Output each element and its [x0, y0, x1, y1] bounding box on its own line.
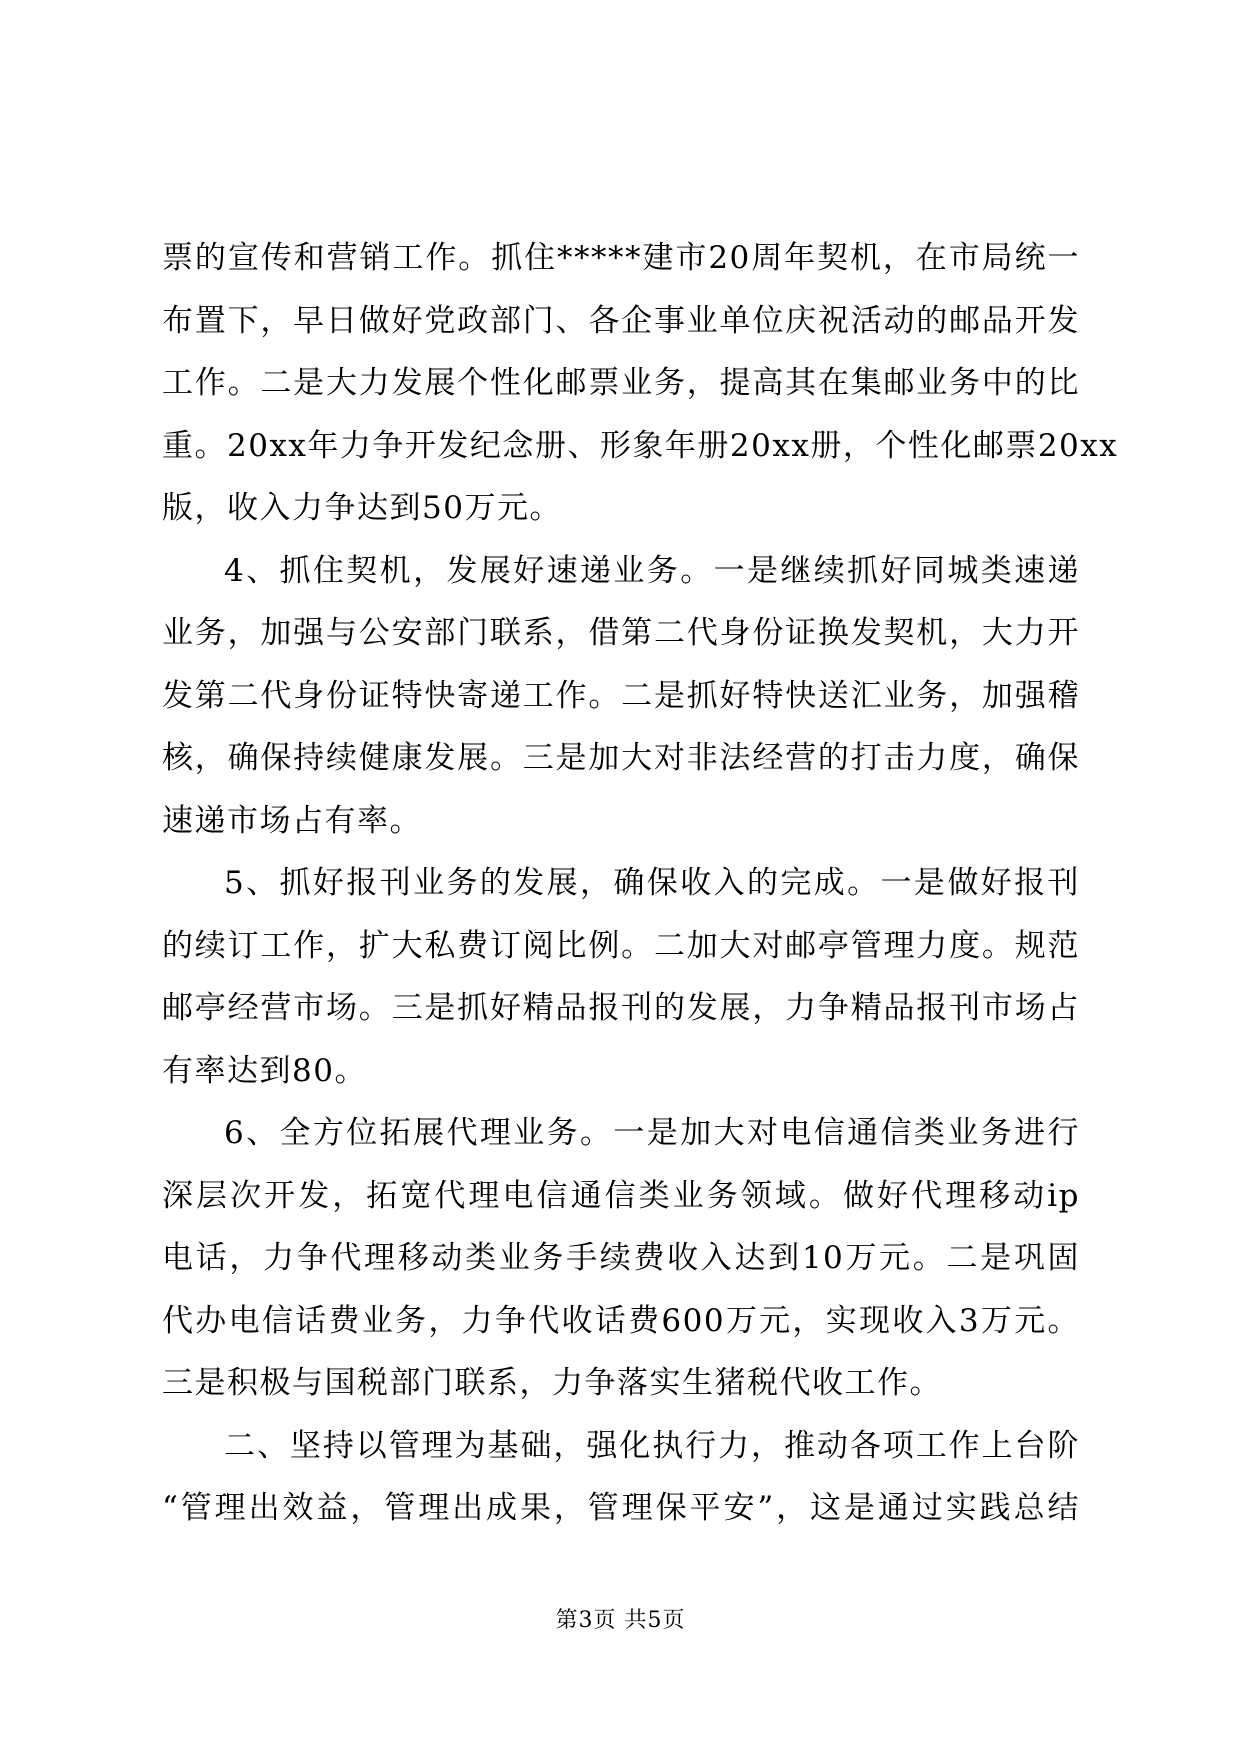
text-line: 票的宣传和营销工作。抓住*****建市20周年契机，在市局统一	[162, 240, 1080, 276]
page-footer: 第3页 共5页	[555, 1608, 686, 1633]
text-line: 邮亭经营市场。三是抓好精品报刊的发展，力争精品报刊市场占	[162, 990, 1080, 1026]
text-line: 重。20xx年力争开发纪念册、形象年册20xx册，个性化邮票20xx	[162, 427, 1119, 464]
text-line: 速递市场占有率。	[162, 802, 422, 839]
text-line: 核，确保持续健康发展。三是加大对非法经营的打击力度，确保	[162, 740, 1080, 776]
text-line: 布置下，早日做好党政部门、各企事业单位庆祝活动的邮品开发	[162, 302, 1080, 339]
text-line: 5、抓好报刊业务的发展，确保收入的完成。一是做好报刊	[224, 865, 1080, 901]
text-line: 工作。二是大力发展个性化邮票业务，提高其在集邮业务中的比	[162, 365, 1080, 401]
text-line: 有率达到80。	[162, 1052, 367, 1089]
text-line: 电话，力争代理移动类业务手续费收入达到10万元。二是巩固	[162, 1240, 1080, 1276]
document-body	[162, 227, 1119, 1540]
text-line: 6、全方位拓展代理业务。一是加大对电信通信类业务进行	[224, 1115, 1080, 1151]
text-line: 的续订工作，扩大私费订阅比例。二加大对邮亭管理力度。规范	[162, 927, 1080, 964]
paragraph	[162, 1477, 1080, 1540]
text-line: “管理出效益，管理出成果，管理保平安”，这是通过实践总结	[162, 1490, 1080, 1526]
paragraph	[162, 1415, 1080, 1478]
paragraph	[162, 852, 1080, 1102]
text-line: 版，收入力争达到50万元。	[162, 490, 562, 526]
text-line: 三是积极与国税部门联系，力争落实生猪税代收工作。	[162, 1365, 942, 1401]
paragraph	[162, 1102, 1080, 1415]
paragraph	[162, 227, 1119, 540]
paragraph	[162, 540, 1080, 853]
text-line: 发第二代身份证特快寄递工作。二是抓好特快送汇业务，加强稽	[162, 677, 1080, 714]
text-line: 业务，加强与公安部门联系，借第二代身份证换发契机，大力开	[162, 615, 1080, 651]
text-line: 二、坚持以管理为基础，强化执行力，推动各项工作上台阶	[224, 1427, 1080, 1464]
text-line: 代办电信话费业务，力争代收话费600万元，实现收入3万元。	[162, 1302, 1080, 1339]
text-line: 4、抓住契机，发展好速递业务。一是继续抓好同城类速递	[224, 552, 1080, 589]
text-line: 深层次开发，拓宽代理电信通信类业务领域。做好代理移动ip	[162, 1177, 1080, 1214]
